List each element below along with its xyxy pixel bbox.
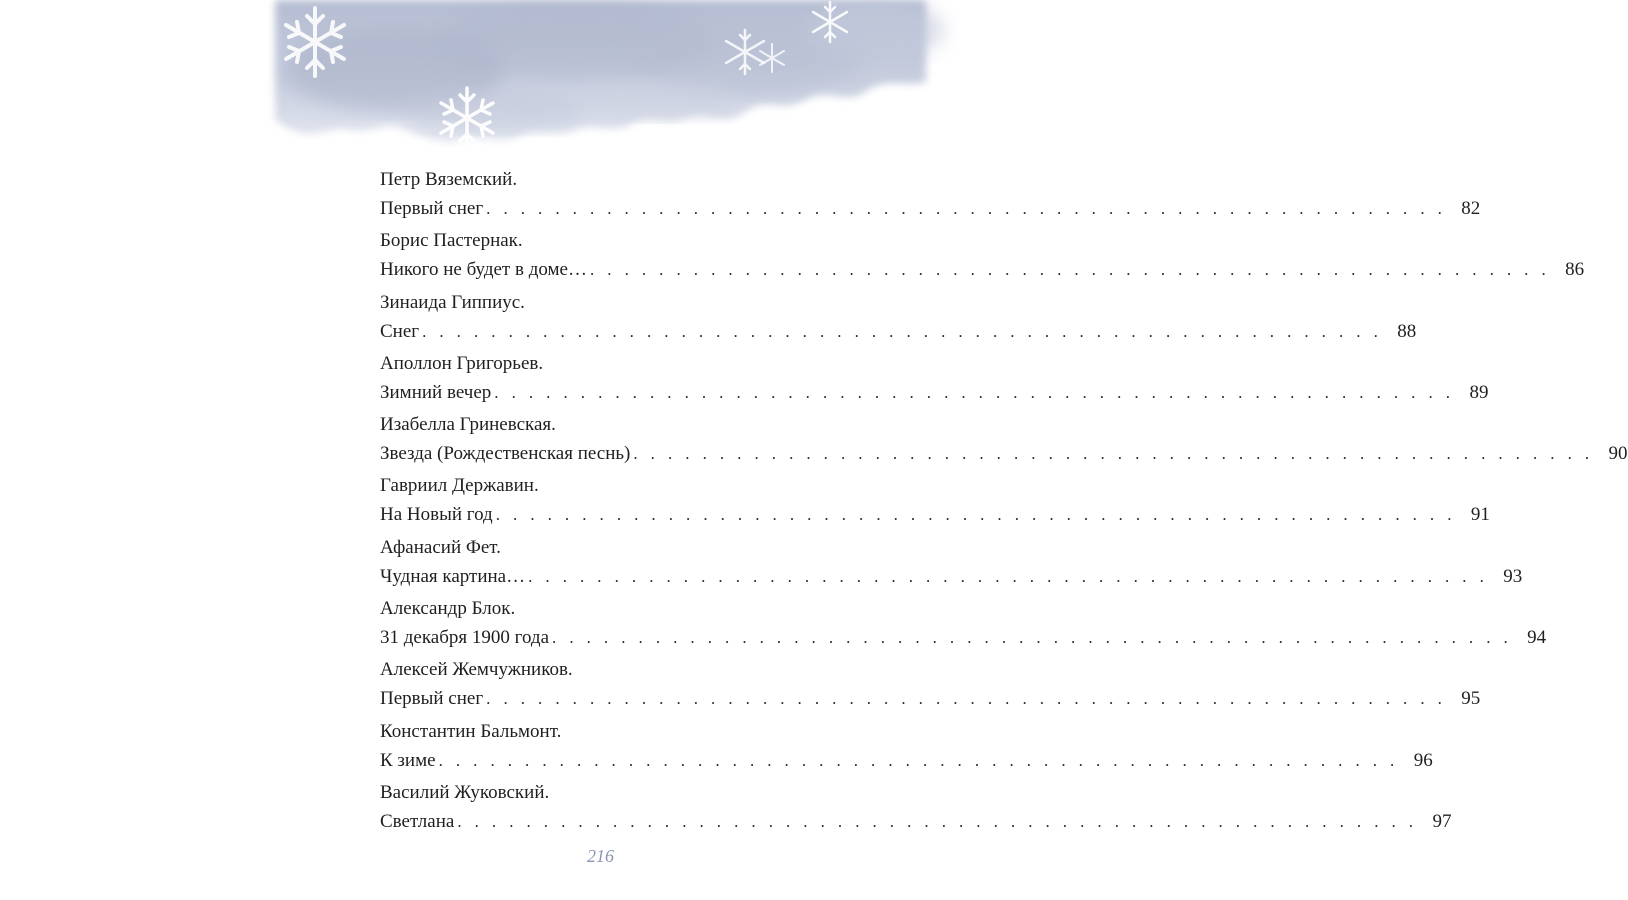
toc-author: Василий Жуковский.	[380, 781, 550, 803]
toc-page-number: 82	[1461, 198, 1481, 219]
toc-title: Первый снег	[380, 688, 484, 710]
toc-author: Зинаида Гиппиус.	[380, 291, 525, 313]
toc-author: Константин Бальмонт.	[380, 720, 562, 742]
dot-leader: . . . . . . . . . . . . . . . . . . . . . . . . . . . . . . . . . . . . . . . . . . . . . . . . . . . . . . . .	[633, 444, 1594, 464]
toc-author: Аполлон Григорьев.	[380, 352, 544, 374]
toc-entry	[380, 595, 1547, 656]
toc-title-line	[380, 627, 1547, 651]
toc-author: Петр Вяземский.	[380, 169, 518, 190]
toc-title-line	[380, 565, 1523, 590]
toc-title: Первый снег	[380, 198, 484, 219]
toc-title: Снег	[380, 320, 420, 342]
toc-title: К зиме	[380, 749, 436, 771]
toc-title: 31 декабря 1900 года	[380, 627, 550, 649]
dot-leader: . . . . . . . . . . . . . . . . . . . . . . . . . . . . . . . . . . . . . . . . . . . . . . . . . . . . . . . .	[457, 811, 1418, 831]
dot-leader: . . . . . . . . . . . . . . . . . . . . . . . . . . . . . . . . . . . . . . . . . . . . . . . . . . . . . . . .	[495, 505, 1456, 525]
dot-leader: . . . . . . . . . . . . . . . . . . . . . . . . . . . . . . . . . . . . . . . . . . . . . . . . . . . . . . . .	[438, 750, 1399, 770]
dot-leader: . . . . . . . . . . . . . . . . . . . . . . . . . . . . . . . . . . . . . . . . . . . . . . . . . . . . . . . .	[486, 689, 1447, 709]
toc-title-line	[380, 443, 1628, 467]
toc-entry	[380, 411, 1628, 472]
toc-author: Алексей Жемчужников.	[380, 659, 573, 681]
toc-title-line	[380, 198, 1481, 222]
toc-entry	[380, 779, 1452, 840]
toc-entry	[380, 166, 1481, 227]
toc-title-line	[380, 259, 1585, 283]
toc-page-number: 86	[1565, 259, 1585, 281]
toc-title: Зимний вечер	[380, 381, 492, 403]
toc-title: Звезда (Рождественская песнь)	[380, 443, 631, 465]
toc-page-number: 89	[1469, 381, 1489, 403]
watercolor-header	[275, 0, 926, 170]
book-page	[275, 0, 1628, 900]
toc-page-number: 93	[1503, 565, 1523, 587]
toc-page-number: 91	[1470, 504, 1490, 526]
toc-entry	[380, 350, 1489, 411]
toc-entry	[380, 472, 1490, 533]
toc-page-number: 94	[1527, 627, 1547, 649]
dot-leader: . . . . . . . . . . . . . . . . . . . . . . . . . . . . . . . . . . . . . . . . . . . . . . . . . . . . . . . .	[589, 260, 1551, 280]
toc-title-line	[380, 504, 1490, 528]
toc-entry	[380, 656, 1481, 717]
toc-title-line	[380, 688, 1481, 712]
toc-author: Борис Пастернак.	[380, 230, 523, 252]
toc-page-number: 90	[1608, 443, 1628, 465]
toc-page-number: 95	[1461, 688, 1481, 710]
dot-leader: . . . . . . . . . . . . . . . . . . . . . . . . . . . . . . . . . . . . . . . . . . . . . . . . . . . . . . . .	[422, 321, 1383, 341]
toc-page-number: 88	[1397, 320, 1417, 342]
page-number: 216	[587, 846, 614, 866]
toc-author: Александр Блок.	[380, 598, 516, 620]
toc-page-number: 97	[1432, 810, 1452, 832]
dot-leader: . . . . . . . . . . . . . . . . . . . . . . . . . . . . . . . . . . . . . . . . . . . . . . . . . . . . . . . .	[528, 566, 1489, 586]
toc-author: Афанасий Фет.	[380, 536, 501, 558]
dot-leader: . . . . . . . . . . . . . . . . . . . . . . . . . . . . . . . . . . . . . . . . . . . . . . . . . . . . . . . .	[494, 382, 1455, 402]
toc-entry	[380, 718, 1433, 779]
toc-title-line	[380, 810, 1452, 835]
toc-entry	[380, 227, 1585, 288]
toc-title: На Новый год	[380, 504, 493, 526]
toc-title: Чудная картина…	[380, 565, 526, 587]
toc-author: Изабелла Гриневская.	[380, 414, 556, 436]
toc-title-line	[380, 320, 1417, 345]
toc-entry	[380, 534, 1523, 595]
toc-page-number: 96	[1413, 749, 1433, 771]
toc-title: Никого не будет в доме…	[380, 259, 587, 281]
toc-title-line	[380, 381, 1489, 406]
dot-leader: . . . . . . . . . . . . . . . . . . . . . . . . . . . . . . . . . . . . . . . . . . . . . . . . . . . . . . . .	[552, 628, 1513, 648]
toc-entry	[380, 289, 1417, 350]
toc-title-line	[380, 749, 1433, 774]
dot-leader: . . . . . . . . . . . . . . . . . . . . . . . . . . . . . . . . . . . . . . . . . . . . . . . . . . . . . . . .	[486, 199, 1447, 218]
toc-title: Светлана	[380, 810, 455, 832]
table-of-contents	[380, 166, 1628, 840]
toc-author: Гавриил Державин.	[380, 475, 539, 497]
